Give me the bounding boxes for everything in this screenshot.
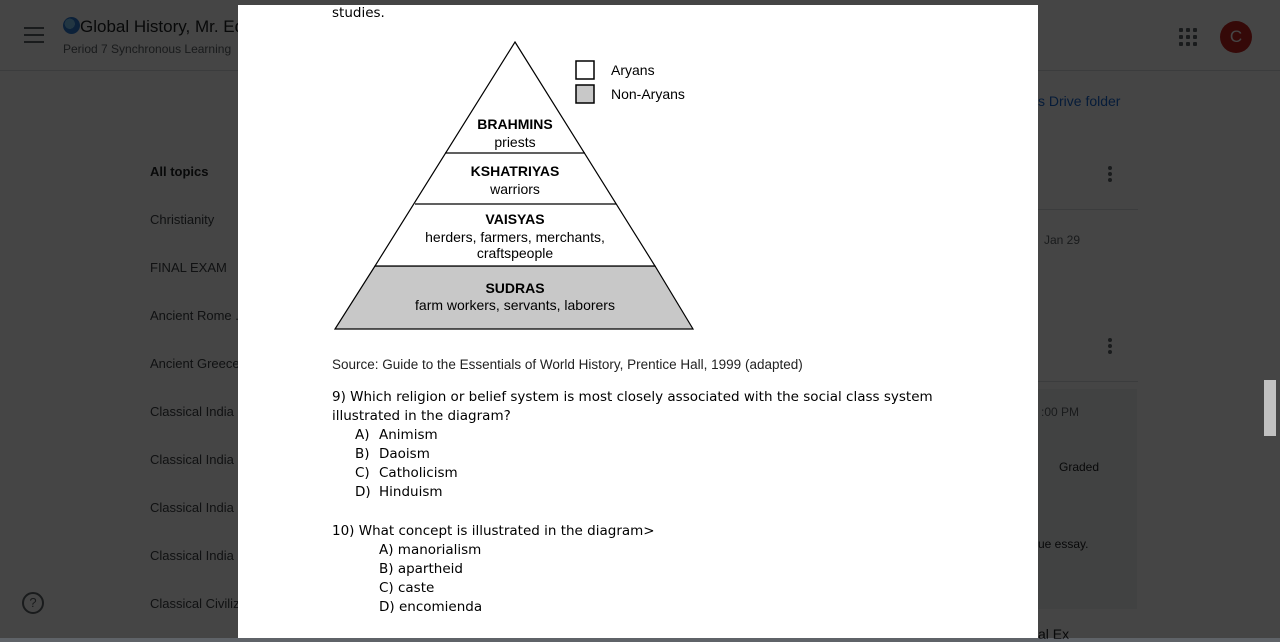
kshatriyas-desc: warriors — [490, 181, 540, 197]
kshatriyas-label: KSHATRIYAS — [470, 163, 560, 179]
doc-text-line: studies. — [332, 5, 385, 21]
q9-option-letter: C) — [355, 465, 370, 481]
q10-option: C) caste — [379, 580, 435, 596]
aryans-legend-label: Aryans — [611, 62, 655, 78]
diagram-source: Source: Guide to the Essentials of World History, Prentice Hall, 1999 (adapted) — [332, 357, 803, 372]
q10-option: A) manorialism — [379, 542, 482, 558]
q9-option-letter: B) — [355, 446, 370, 462]
q9-option-letter: D) — [355, 484, 371, 500]
brahmins-label: BRAHMINS — [477, 116, 553, 132]
non-aryans-legend-swatch — [576, 85, 594, 103]
q10-option: B) apartheid — [379, 561, 463, 577]
sudras-label: SUDRAS — [485, 280, 545, 296]
q9-option-text: Catholicism — [379, 465, 458, 481]
sudras-desc: farm workers, servants, laborers — [415, 297, 615, 313]
q9-option-text: Daoism — [379, 446, 430, 462]
vaisyas-desc: craftspeople — [476, 245, 554, 261]
question-9-text: 9) Which religion or belief system is most closely associated with the social class system — [332, 389, 933, 405]
caste-pyramid-diagram — [238, 5, 1038, 345]
q9-option-text: Animism — [379, 427, 438, 443]
vaisyas-desc: herders, farmers, merchants, — [425, 229, 605, 245]
non-aryans-legend-label: Non-Aryans — [611, 86, 685, 102]
q10-option: D) encomienda — [379, 599, 483, 615]
q9-option-text: Hinduism — [379, 484, 443, 500]
vaisyas-label: VAISYAS — [485, 211, 545, 227]
aryans-legend-swatch — [576, 61, 594, 79]
q9-option-letter: A) — [355, 427, 370, 443]
document-page — [238, 5, 1038, 638]
question-10-text: 10) What concept is illustrated in the diagram> — [332, 523, 655, 539]
viewer-scrollbar[interactable] — [1264, 380, 1276, 436]
brahmins-desc: priests — [494, 134, 536, 150]
question-9-text: illustrated in the diagram? — [332, 408, 511, 424]
